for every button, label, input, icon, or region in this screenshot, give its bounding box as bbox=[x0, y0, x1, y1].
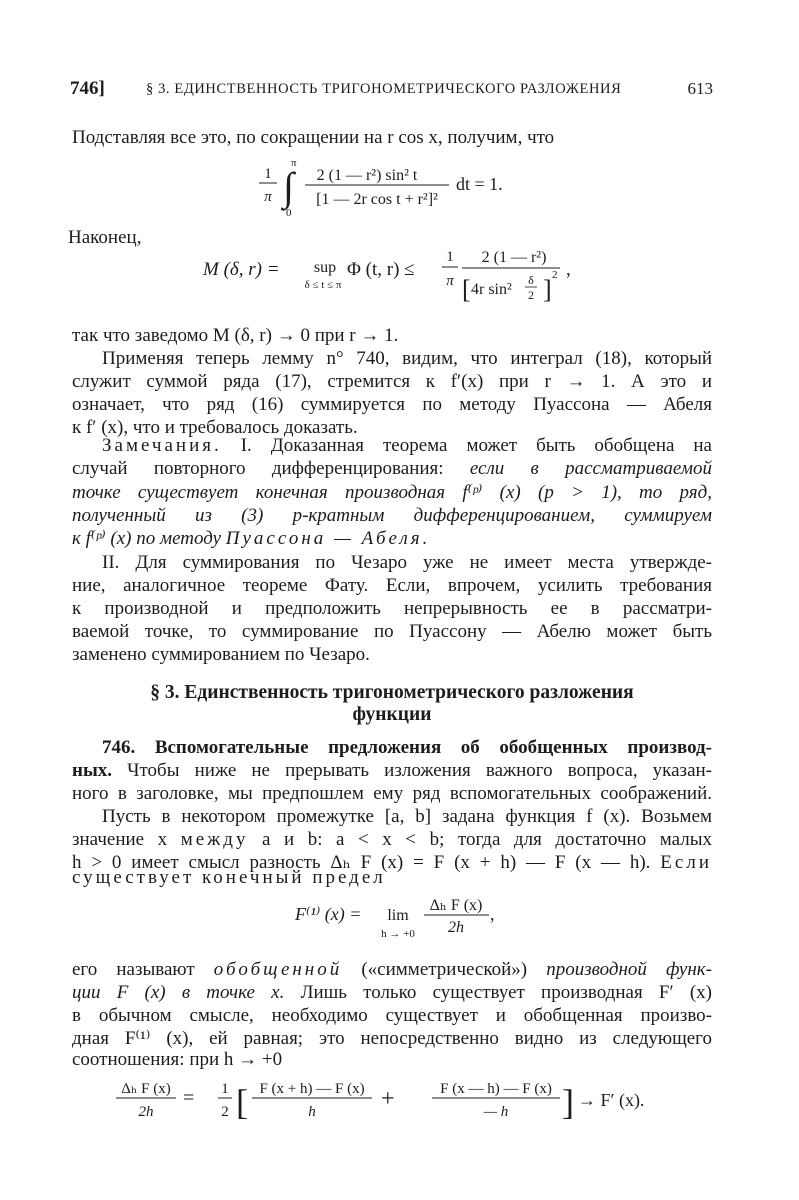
formula-tail: , bbox=[490, 904, 495, 924]
integrand-den: [1 — 2r cos t + r²]² bbox=[316, 191, 438, 208]
text-span: h > 0 имеет смысл разность Δₕ F (x) = F (x + h) — F (x — h). bbox=[72, 852, 661, 873]
text-line: существует конечный предел bbox=[72, 867, 386, 888]
frac-num: Δₕ F (x) bbox=[121, 1081, 171, 1097]
text-line bbox=[72, 981, 712, 1005]
text-line: ного в заголовке, мы предпошлем ему ряд вспомогательных соображений. bbox=[72, 783, 712, 804]
text-line: заменено суммированием по Чезаро. bbox=[72, 644, 370, 665]
text-span-italic: ции F (x) в точке x. bbox=[72, 982, 285, 1003]
text-line: полученный из (3) p-кратным дифференцированием, суммируем bbox=[72, 505, 712, 526]
text-span: значение x bbox=[72, 829, 181, 850]
text-line: так что заведомо M (δ, r) → 0 при r → 1. bbox=[72, 325, 399, 346]
sup-range: δ ≤ t ≤ π bbox=[304, 279, 342, 291]
text-line bbox=[72, 527, 712, 551]
text-span: Чтобы ниже не прерывать изложения важного вопроса, указан- bbox=[112, 760, 712, 781]
formula-sup-svg bbox=[0, 240, 799, 314]
text-line: к f′ (x), что и требовалось доказать. bbox=[72, 417, 358, 438]
integrand-num: 2 (1 — r²) sin² t bbox=[316, 167, 418, 184]
remarks-label: Замечания. bbox=[102, 435, 222, 456]
article-title: 746. Вспомогательные предложения об обобщенных производ- bbox=[102, 737, 712, 758]
integral-tail: dt = 1. bbox=[456, 174, 503, 194]
formula-tail: → F′ (x). bbox=[578, 1090, 645, 1110]
formula-generalized-derivative bbox=[0, 890, 799, 950]
bound-den: 4r sin² bbox=[471, 281, 512, 298]
frac-den: π bbox=[264, 189, 272, 205]
text-line: соотношения: при h → +0 bbox=[72, 1049, 283, 1070]
frac-num: 1 bbox=[221, 1081, 229, 1097]
text-span-spaced: между bbox=[180, 829, 249, 850]
text-line: Наконец, bbox=[68, 227, 142, 248]
frac-den: — h bbox=[483, 1104, 509, 1120]
lim-operator: lim bbox=[387, 907, 409, 924]
bound-num: 2 (1 — r²) bbox=[481, 249, 547, 266]
frac-den: h bbox=[308, 1104, 316, 1120]
text-span-italic: производной функ- bbox=[546, 959, 712, 980]
article-title-tail: ных. bbox=[72, 760, 113, 781]
frac-num: 1 bbox=[264, 166, 272, 182]
text-line bbox=[72, 457, 712, 481]
text-span: («симметрической») bbox=[342, 959, 547, 980]
text-span: случай повторного дифференцирования: bbox=[72, 458, 470, 479]
formula-integral bbox=[0, 157, 799, 220]
text-line: Применяя теперь лемму n° 740, видим, что интеграл (18), который bbox=[102, 348, 712, 369]
formula-lhs: F⁽¹⁾ (x) = bbox=[295, 904, 362, 924]
half-delta-num: δ bbox=[528, 273, 534, 287]
bracket-left: [ bbox=[462, 275, 471, 304]
formula-lhs: M (δ, r) = bbox=[203, 259, 280, 280]
text-line: означает, что ряд (16) суммируется по методу Пуассона — Абеля bbox=[72, 394, 712, 415]
running-header bbox=[70, 78, 715, 102]
bracket-right: ] bbox=[562, 1082, 574, 1122]
integral-sign: ∫ bbox=[283, 164, 294, 209]
sup-operator: sup bbox=[313, 259, 337, 276]
text-line bbox=[72, 828, 712, 852]
formula-func: Φ (t, r) ≤ bbox=[347, 259, 415, 280]
section-title: функции bbox=[352, 704, 432, 725]
text-span-italic: если в рассматриваемой bbox=[469, 458, 712, 479]
formula-limit-relation bbox=[0, 1076, 799, 1136]
bracket-power: 2 bbox=[552, 269, 558, 281]
text-line bbox=[72, 759, 712, 783]
text-span: Лишь только существует производная F′ (x) bbox=[284, 982, 713, 1003]
text-span-italic-spaced: обобщенной bbox=[213, 959, 343, 980]
integral-upper: π bbox=[291, 157, 297, 169]
formula-generalized-derivative-svg bbox=[0, 890, 799, 948]
text-span-spaced: Если bbox=[660, 852, 712, 873]
frac-num: F (x — h) — F (x) bbox=[440, 1081, 552, 1097]
page-number: 613 bbox=[687, 79, 713, 98]
frac-den: 2h bbox=[448, 919, 464, 936]
text-span: a и b: a < x < b; тогда для достаточно малых bbox=[248, 829, 712, 850]
frac-den: 2h bbox=[138, 1104, 154, 1120]
bracket-right: ] bbox=[543, 275, 552, 304]
text-line: служит суммой ряда (17), стремится к f′(x) при r → 1. А это и bbox=[72, 371, 712, 392]
article-number: 746] bbox=[70, 78, 105, 99]
text-span: I. Доказанная теорема может быть обобщена на bbox=[221, 435, 712, 456]
frac-num: 1 bbox=[446, 249, 454, 265]
section-title: § 3. Единственность тригонометрического разложения bbox=[150, 682, 634, 703]
formula-limit-relation-svg bbox=[0, 1076, 799, 1136]
frac-num: F (x + h) — F (x) bbox=[259, 1081, 365, 1097]
text-line: к производной и предположить непрерывность ее в рассматри- bbox=[72, 598, 712, 619]
text-line: ваемой точке, то суммирование по Пуассону — Абелю может быть bbox=[72, 621, 712, 642]
integral-lower: 0 bbox=[286, 207, 292, 219]
running-title: § 3. ЕДИНСТВЕННОСТЬ ТРИГОНОМЕТРИЧЕСКОГО РАЗЛОЖЕНИЯ bbox=[146, 81, 622, 97]
text-line: ние, аналогичное теореме Фату. Если, впрочем, усилить требования bbox=[72, 575, 712, 596]
text-line: II. Для суммирования по Чезаро уже не имеет места утвержде- bbox=[102, 552, 712, 573]
frac-den: 2 bbox=[221, 1104, 229, 1120]
text-line: Пусть в некотором промежутке [a, b] задана функция f (x). Возьмем bbox=[102, 806, 712, 827]
text-span-spaced: Пуассона — Абеля. bbox=[225, 528, 431, 549]
frac-den: π bbox=[446, 273, 454, 289]
text-line: в обычном смысле, необходимо существует и обобщенная произво- bbox=[72, 1005, 712, 1026]
text-span: его называют bbox=[72, 959, 214, 980]
half-delta-den: 2 bbox=[528, 288, 534, 302]
plus-sign: + bbox=[381, 1086, 395, 1112]
text-line: точке существует конечная производная f⁽ᵖ⁾ (x) (p > 1), то ряд, bbox=[72, 482, 712, 503]
formula-integral-svg bbox=[0, 157, 799, 222]
lim-subscript: h → +0 bbox=[381, 928, 415, 940]
equals-sign: = bbox=[183, 1087, 195, 1109]
text-line bbox=[102, 434, 712, 458]
frac-num: Δₕ F (x) bbox=[429, 897, 483, 914]
text-line bbox=[72, 958, 712, 982]
text-line: дная F⁽¹⁾ (x), ей равная; это непосредственно видно из следующего bbox=[72, 1028, 712, 1049]
formula-tail: , bbox=[566, 259, 571, 280]
formula-sup bbox=[0, 240, 799, 304]
bracket-left: [ bbox=[236, 1082, 248, 1122]
text-line: Подставляя все это, по сокращении на r cos x, получим, что bbox=[72, 127, 555, 148]
text-span: к f⁽ᵖ⁾ (x) по методу bbox=[72, 528, 226, 549]
